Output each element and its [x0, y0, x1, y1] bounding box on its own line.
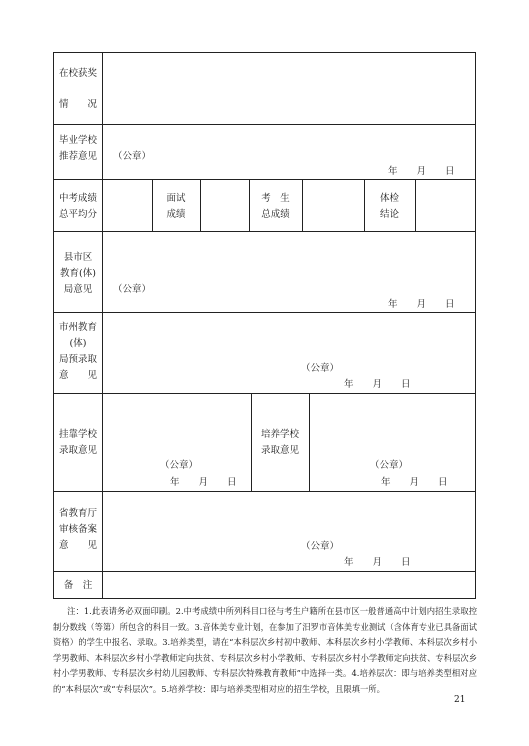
- label-column-divider: [102, 53, 103, 598]
- city-label: (体): [69, 338, 87, 349]
- seal-text: （公章）: [113, 151, 152, 162]
- footnotes: [53, 604, 477, 697]
- cell-divider: [152, 179, 153, 231]
- attach-school-label: 录取意见: [58, 445, 97, 456]
- county-label: 局意见: [63, 284, 93, 295]
- exam-average-label: 总平均分: [58, 209, 97, 220]
- application-form-table: [53, 52, 476, 599]
- cell-divider: [251, 393, 252, 491]
- remarks-label: 备 注: [63, 580, 93, 591]
- attach-school-label: 挂靠学校: [58, 429, 97, 440]
- interview-label: 成绩: [166, 209, 186, 220]
- row-divider: [54, 312, 475, 313]
- province-label: 省教育厅: [58, 508, 97, 519]
- interview-score-field[interactable]: [201, 180, 248, 230]
- cell-divider: [364, 179, 365, 231]
- total-score-field[interactable]: [303, 180, 363, 230]
- seal-text: （公章）: [113, 284, 152, 295]
- province-label: 审核备案: [58, 524, 97, 535]
- physical-exam-label: 体检: [379, 193, 399, 204]
- date-text: 年 月 日: [388, 166, 455, 177]
- training-school-label: 录取意见: [260, 445, 299, 456]
- city-label: 局预录取: [58, 354, 97, 365]
- date-text: 年 月 日: [344, 379, 411, 390]
- seal-text: （公章）: [160, 460, 199, 471]
- awards-label: 情 况: [58, 99, 97, 110]
- date-text: 年 月 日: [344, 557, 411, 568]
- date-text: 年 月 日: [170, 477, 237, 488]
- recommend-label: 推荐意见: [58, 151, 97, 162]
- date-text: 年 月 日: [388, 299, 455, 310]
- city-label: 市州教育: [58, 322, 97, 333]
- footnotes-text: 注：1.此表请务必双面印刷。2.中考成绩中所列科目口径与考生户籍所在县市区一般普通高中计划内招生录取控制分数线（等第）所包含的科目一致。3.音体美专业计划，在参加了汨罗市音体美专业测试（含体育专业已具备面试资格）的学生中报名、录取。3.培养类型，请在“本科层次乡村初中教师、本科层次乡村小学教师、本科层次乡村小学男教师、本科层次乡村小学教师定向扶贫、专科层次乡村小学教师、专科层次乡村小学教师定向扶贫、专科层次乡村小学男教师、专科层次乡村幼儿园教师、专科层次特殊教育教师”中选择一类。4.培养层次：即与培养类型相对应的“本科层次”或“专科层次”。5.培养学校：即与培养类型相对应的招生学校，且限填一所。: [53, 606, 477, 694]
- physical-exam-field[interactable]: [416, 180, 474, 230]
- county-label: 县市区: [63, 252, 93, 263]
- awards-field[interactable]: [103, 54, 474, 123]
- cell-divider: [249, 179, 250, 231]
- cell-divider: [309, 393, 310, 491]
- recommend-label: 毕业学校: [58, 135, 97, 146]
- interview-label: 面试: [166, 193, 186, 204]
- city-label: 意 见: [58, 370, 97, 381]
- exam-average-label: 中考成绩: [58, 193, 97, 204]
- training-school-label: 培养学校: [260, 429, 299, 440]
- province-label: 意 见: [58, 540, 97, 551]
- total-score-label: 总成绩: [261, 209, 290, 220]
- row-divider: [54, 231, 475, 232]
- county-label: 教育(体): [60, 268, 96, 279]
- awards-label: 在校获奖: [58, 68, 97, 79]
- seal-text: （公章）: [301, 541, 340, 552]
- remarks-field[interactable]: [103, 572, 474, 597]
- physical-exam-label: 结论: [379, 209, 399, 220]
- row-divider: [54, 124, 475, 125]
- row-divider: [54, 393, 475, 394]
- page-number: 21: [454, 695, 466, 705]
- total-score-label: 考 生: [261, 193, 290, 204]
- seal-text: （公章）: [301, 363, 340, 374]
- row-divider: [54, 491, 475, 492]
- date-text: 年 月 日: [381, 477, 448, 488]
- seal-text: （公章）: [370, 460, 409, 471]
- exam-average-field[interactable]: [103, 180, 151, 230]
